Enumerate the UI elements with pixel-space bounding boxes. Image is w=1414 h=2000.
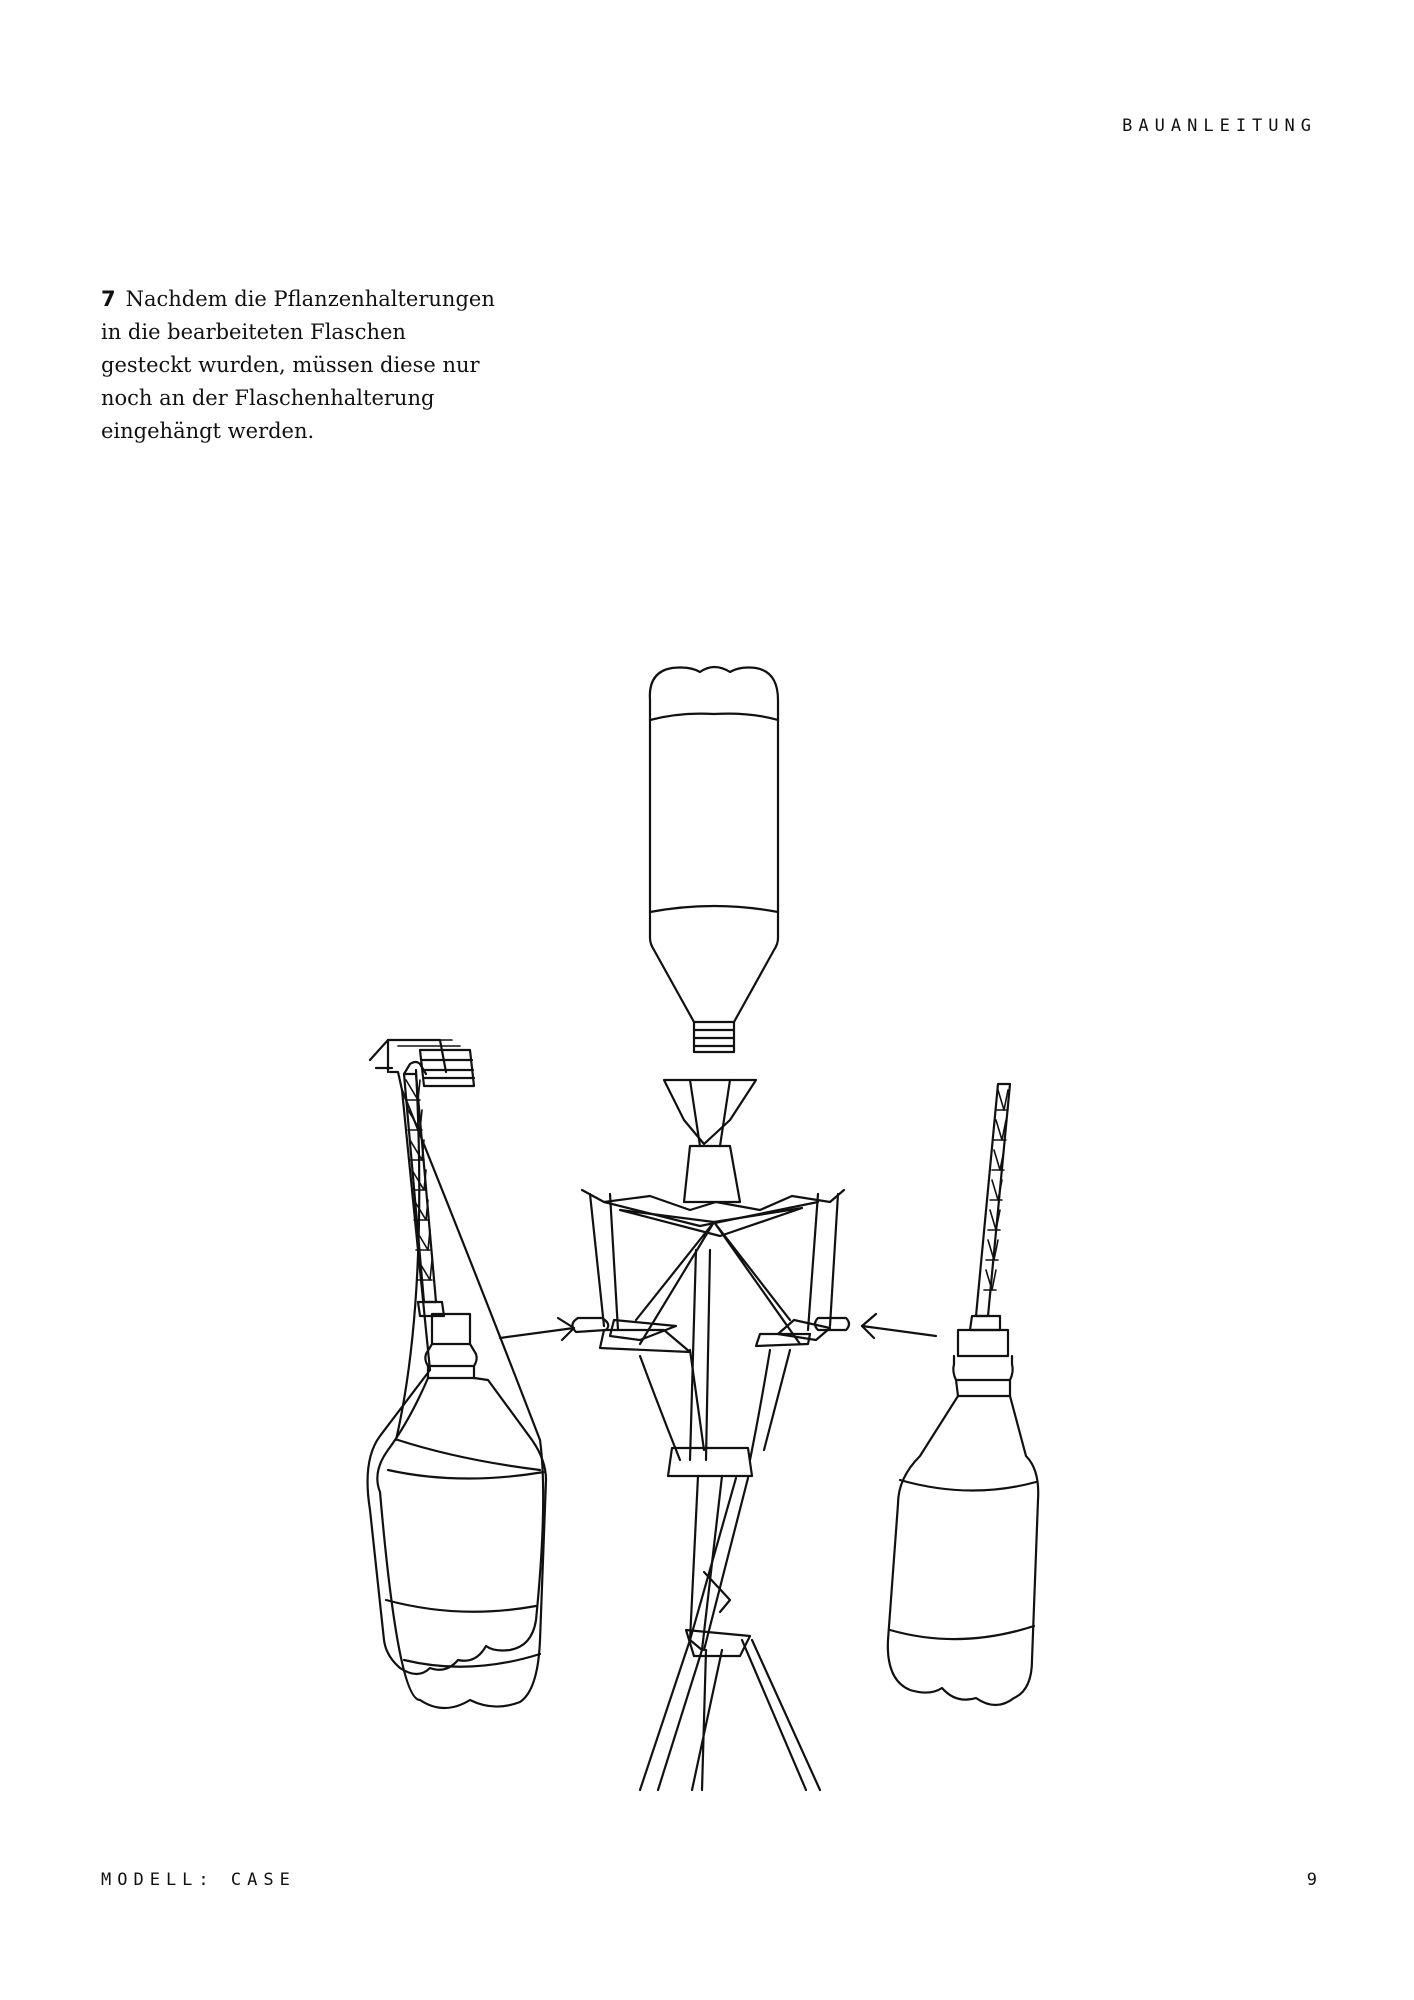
left-arrow [500, 1318, 574, 1340]
model-label: MODELL: CASE [101, 1870, 296, 1890]
left-bottle [368, 1040, 544, 1674]
page-number: 9 [1306, 1870, 1317, 1890]
right-bottle-body [888, 1330, 1038, 1705]
step-number: 7 [101, 287, 116, 311]
top-bottle [650, 667, 778, 1052]
left-bottle-body [377, 1314, 546, 1708]
left-plant-holder [404, 1062, 444, 1316]
bottle-holder-frame [572, 1080, 849, 1790]
right-plant-holder [970, 1084, 1010, 1330]
step-description: Nachdem die Pflanzenhalterungen in die bearbeiteten Flaschen gesteckt wurden, müssen diese nur noch an der Flaschenhalterung eingehängt werden. [101, 287, 495, 443]
section-label: BAUANLEITUNG [1122, 116, 1317, 136]
right-arrow [862, 1314, 936, 1338]
